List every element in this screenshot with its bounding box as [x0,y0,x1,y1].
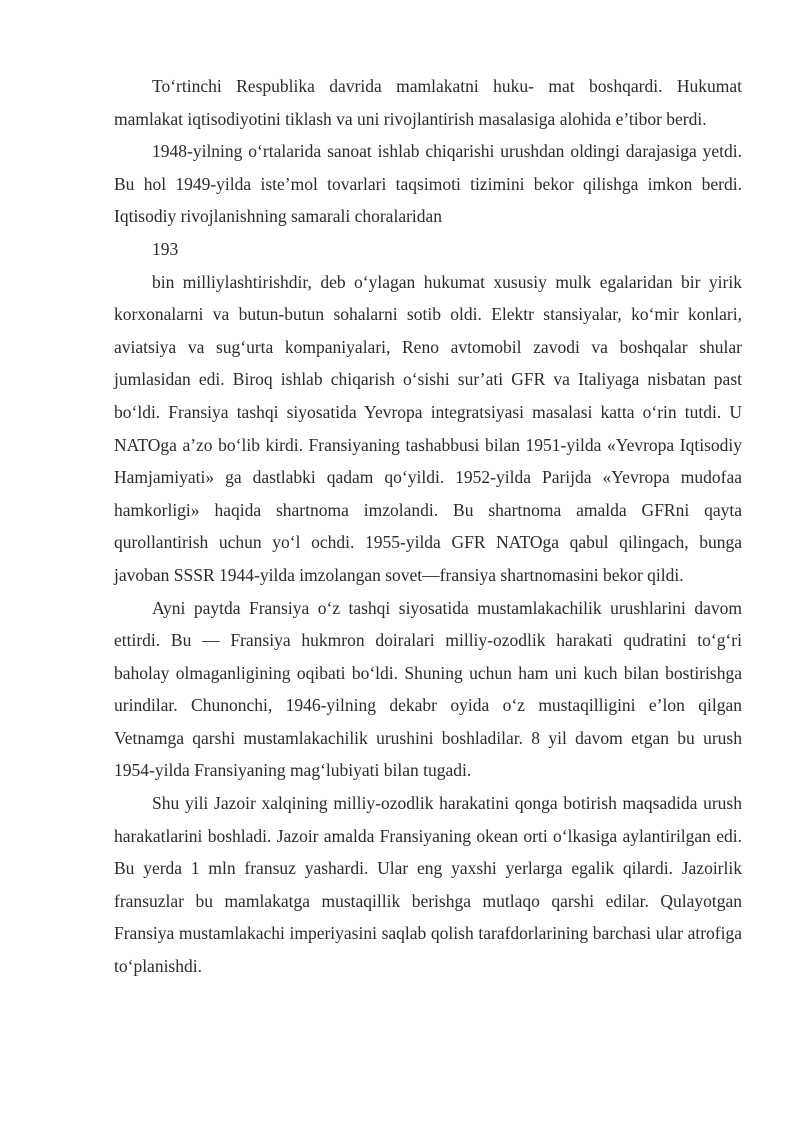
paragraph-2: 1948-yilning o‘rtalarida sanoat ishlab chiqarishi urushdan oldingi darajasiga yetdi. Bu hol 1949-yilda iste’mol tovarlari taqsimoti tizimini bekor qilishga imkon berdi. Iqtisodiy rivojlanishning samarali choralaridan [114,141,742,227]
paragraph-4: Ayni paytda Fransiya o‘z tashqi siyosatida mustamlakachilik urushlarini davom ettirdi. Bu — Fransiya hukmron doiralari milliy-ozodlik harakati qudratini to‘g‘ri baholay olmaganligining oqibati bo‘ldi. Shuning uchun ham uni kuch bilan bostirishga urindilar. Chunonchi, 1946-yilning dekabr oyida o‘z mustaqilligini e’lon qilgan Vetnamga qarshi mustamlakachilik urushini boshladilar. 8 yil davom etgan bu urush 1954-yilda Fransiyaning mag‘lubiyati bilan tugadi. [114,597,742,781]
document-page [114,70,742,983]
paragraph-1: To‘rtinchi Respublika davrida mamlakatni huku- mat boshqardi. Hukumat mamlakat iqtisodiyotini tiklash va uni rivojlantirish masalasiga alohida e’tibor berdi. [114,76,742,129]
paragraph-5: Shu yili Jazoir xalqining milliy-ozodlik harakatini qonga botirish maqsadida urush harakatlarini boshladi. Jazoir amalda Fransiyaning okean orti o‘lkasiga aylantirilgan edi. Bu yerda 1 mln fransuz yashardi. Ular eng yaxshi yerlarga egalik qilardi. Jazoirlik fransuzlar bu mamlakatga mustaqillik berishga mutlaqo qarshi edilar. Qulayotgan Fransiya mustamlakachi imperiyasini saqlab qolish tarafdorlarining barchasi ular atrofiga to‘planishdi. [114,793,742,977]
page-number: 193 [152,238,179,259]
paragraph-3: bin milliylashtirishdir, deb o‘ylagan hukumat xususiy mulk egalaridan bir yirik korxonalarni va butun-butun sohalarni sotib oldi. Elektr stansiyalar, ko‘mir konlari, aviatsiya va sug‘urta kompaniyalari, Reno avtomobil zavodi va boshqalar shular jumlasidan edi. Biroq ishlab chiqarish o‘sishi sur’ati GFR va Italiyaga nisbatan past bo‘ldi. Fransiya tashqi siyosatida Yevropa integratsiyasi masalasi katta o‘rin tutdi. U NATOga a’zo bo‘lib kirdi. Fransiyaning tashabbusi bilan 1951-yilda «Yevropa Iqtisodiy Hamjamiyati» ga dastlabki qadam qo‘yildi. 1952-yilda Parijda «Yevropa mudofaa hamkorligi» haqida shartnoma imzolandi. Bu shartnoma amalda GFRni qayta qurollantirish uchun yo‘l ochdi. 1955-yilda GFR NATOga qabul qilingach, bunga javoban SSSR 1944-yilda imzolangan sovet—fransiya shartnomasini bekor qildi. [114,271,742,585]
